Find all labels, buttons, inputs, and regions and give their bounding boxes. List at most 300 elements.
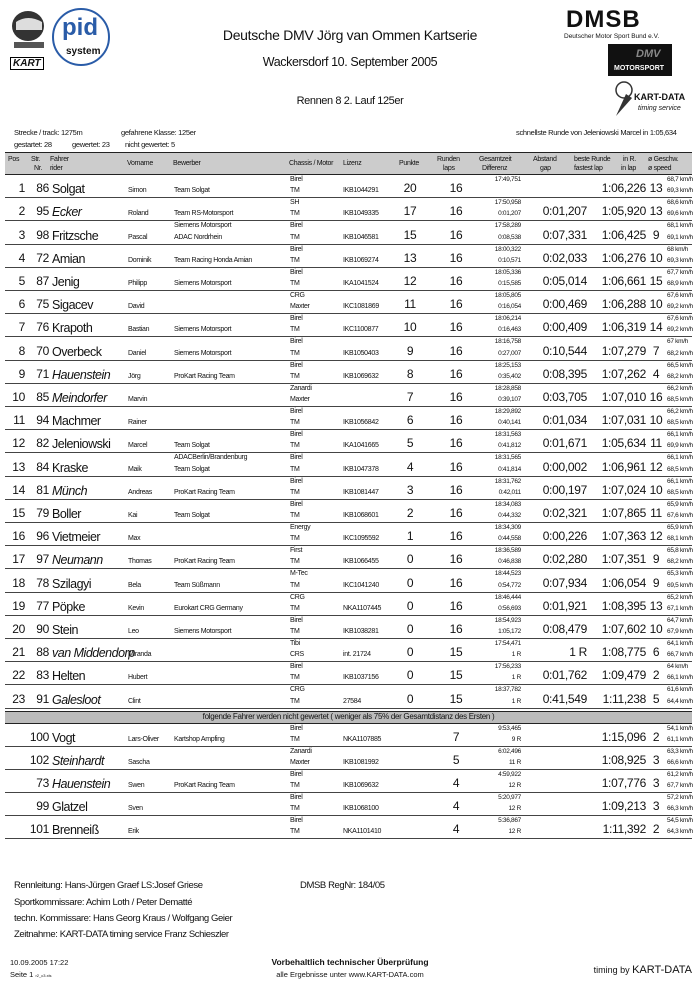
laps: 16 xyxy=(449,320,463,335)
total-time: 18:25,153 xyxy=(494,361,521,369)
not-classified-note: folgende Fahrer werden nicht gewertet ( weniger als 75% der Gesamtdistanz des Ersten ) xyxy=(5,711,692,724)
table-row xyxy=(5,175,692,198)
license: 27584 xyxy=(343,697,361,705)
points: 9 xyxy=(406,343,414,358)
first-name: Bastian xyxy=(128,326,150,334)
fastest-lap-number: 15 xyxy=(649,273,663,288)
total-time: 5:36,867 xyxy=(498,817,521,824)
position: 5 xyxy=(18,273,25,288)
fastest-lap-speed: 64,4 km/h xyxy=(667,697,693,705)
first-name: Dominik xyxy=(128,256,152,264)
motor: TM xyxy=(290,828,300,835)
rider-name: Krapoth xyxy=(52,321,93,336)
average-speed: 65,9 km/h xyxy=(667,500,693,508)
fastest-lap: 1:07,865 xyxy=(601,505,646,520)
col-chassis: Chassis / Motor xyxy=(289,160,334,167)
fastest-lap-number: 5 xyxy=(652,691,660,706)
total-time: 18:36,589 xyxy=(494,547,521,555)
points: 4 xyxy=(406,459,414,474)
fastest-lap-number: 14 xyxy=(649,320,663,335)
difference: 1 R xyxy=(511,674,521,682)
chassis: Birel xyxy=(290,268,303,276)
gap: 0:08,395 xyxy=(542,366,587,381)
fastest-lap-number: 2 xyxy=(652,668,660,683)
timing-by-label: timing by xyxy=(593,965,633,975)
total-time: 18:00,322 xyxy=(494,245,521,253)
table-row xyxy=(5,523,692,546)
fastest-lap: 1:06,661 xyxy=(601,273,646,288)
fastest-lap: 1:05,920 xyxy=(601,204,646,219)
motor: TM xyxy=(290,233,300,241)
motor: TM xyxy=(290,535,300,543)
fastest-lap-speed: 69,9 km/h xyxy=(667,442,693,450)
position: 18 xyxy=(12,575,25,590)
difference: 0:01,207 xyxy=(498,210,521,218)
points: 5 xyxy=(406,436,414,451)
first-name: Clint xyxy=(128,697,141,705)
license: IKC1041240 xyxy=(343,581,379,589)
fastest-lap-speed: 69,2 km/h xyxy=(667,303,693,311)
timekeeping: Zeitnahme: KART-DATA timing service Franz Schieszler xyxy=(14,929,229,940)
first-name: Lars-Oliver xyxy=(128,736,159,743)
position: 12 xyxy=(12,436,25,451)
laps: 15 xyxy=(449,691,463,706)
col-first-name: Vorname xyxy=(127,160,153,167)
chassis: Birel xyxy=(290,794,303,801)
fastest-lap-speed: 68,5 km/h xyxy=(667,395,693,403)
average-speed: 64 km/h xyxy=(667,663,689,671)
laps: 16 xyxy=(449,181,463,196)
col-best: beste Runde xyxy=(574,156,611,163)
license: IKB1081447 xyxy=(343,488,379,496)
laps: 16 xyxy=(449,204,463,219)
points: 20 xyxy=(403,181,417,196)
chassis: Birel xyxy=(290,771,303,778)
rider-name: Brenneiß xyxy=(52,823,99,837)
laps: 4 xyxy=(452,799,460,813)
difference: 0:35,402 xyxy=(498,372,521,380)
average-speed: 68,7 km/h xyxy=(667,176,693,183)
motor: TM xyxy=(290,697,300,705)
fastest-lap: 1:07,279 xyxy=(601,343,646,358)
timing-brand: KART-DATA xyxy=(632,964,692,976)
team-line-2: Siemens Motorsport xyxy=(174,279,232,287)
col-gap: Abstand xyxy=(533,156,557,163)
chassis: Zanardi xyxy=(290,384,312,392)
position: 16 xyxy=(12,529,25,544)
logo-text-motorsport: MOTORSPORT xyxy=(614,65,665,72)
gap: 0:01,762 xyxy=(542,668,587,683)
rider-name: van Middendorp xyxy=(52,646,135,661)
team-line-2: Team Solgat xyxy=(174,442,210,450)
chassis: CRG xyxy=(290,593,305,601)
total-time: 6:02,496 xyxy=(498,748,521,755)
col-gap-2: gap xyxy=(540,165,551,172)
license: IKB1050403 xyxy=(343,349,379,357)
fastest-lap-number: 11 xyxy=(650,505,662,520)
rider-name: Jeleniowski xyxy=(52,437,111,452)
license: IKC1095592 xyxy=(343,535,379,543)
first-name: Marvin xyxy=(128,395,148,403)
motor: TM xyxy=(290,279,300,287)
table-row xyxy=(5,361,692,384)
license: IKB1046581 xyxy=(343,233,379,241)
start-number: 73 xyxy=(36,776,49,790)
laps: 16 xyxy=(449,343,463,358)
team-line-2: ProKart Racing Team xyxy=(174,558,235,566)
first-name: Andreas xyxy=(128,488,152,496)
laps: 16 xyxy=(449,552,463,567)
difference: 1:05,172 xyxy=(498,627,521,635)
col-total-2: Differenz xyxy=(482,165,508,172)
total-time: 18:29,892 xyxy=(494,408,521,415)
gap: 0:41,549 xyxy=(542,691,587,706)
motor: CRS xyxy=(290,651,304,659)
technical-stewards: techn. Kommissare: Hans Georg Kraus / Wolfgang Geier xyxy=(14,913,233,924)
first-name: Philipp xyxy=(128,279,147,287)
license: NKA1101410 xyxy=(343,828,382,835)
rider-name: Amian xyxy=(52,251,85,266)
col-points: Punkte xyxy=(399,160,419,167)
chassis: Birel xyxy=(290,616,303,624)
first-name: Thomas xyxy=(128,558,152,566)
team-line-1: Siemens Motorsport xyxy=(174,222,232,230)
gap: 0:00,197 xyxy=(542,482,587,497)
logo-text-kart: KART xyxy=(10,57,44,70)
laps: 7 xyxy=(452,730,460,744)
fastest-lap-number: 4 xyxy=(652,366,660,381)
laps: 16 xyxy=(449,436,463,451)
fastest-lap-number: 9 xyxy=(652,552,660,567)
total-time: 5:20,977 xyxy=(498,794,521,801)
event-date: Wackersdorf 10. September 2005 xyxy=(262,55,438,69)
license: IKB1047378 xyxy=(343,465,379,473)
position: 22 xyxy=(12,668,25,683)
team-line-2: Team Süßmann xyxy=(174,581,220,589)
fastest-lap-speed: 69,5 km/h xyxy=(667,581,693,589)
laps: 16 xyxy=(449,366,463,381)
fastest-lap-speed: 66,6 km/h xyxy=(667,759,693,766)
points: 1 xyxy=(406,529,414,544)
rider-name: Neumann xyxy=(52,553,103,568)
stewards: Sportkommissare: Achim Loth / Peter Dematté xyxy=(14,897,193,908)
license: IKB1068601 xyxy=(343,511,379,519)
first-name: Maik xyxy=(128,465,142,473)
first-name: Daniel xyxy=(128,349,147,357)
average-speed: 64,7 km/h xyxy=(667,616,693,624)
gap: 0:01,207 xyxy=(542,204,587,219)
start-number: 87 xyxy=(36,273,49,288)
difference: 0:54,772 xyxy=(498,581,521,589)
license: NKA1107885 xyxy=(343,736,382,743)
fastest-lap-speed: 68,5 km/h xyxy=(667,419,693,427)
motor: Maxter xyxy=(290,303,310,311)
first-name: Kevin xyxy=(128,604,145,612)
points: 7 xyxy=(406,389,414,404)
license: IKB1069274 xyxy=(343,256,379,264)
total-time: 18:34,083 xyxy=(494,500,521,508)
first-name: Rainer xyxy=(128,419,147,427)
start-number: 76 xyxy=(36,320,49,335)
start-number: 75 xyxy=(36,297,49,312)
gap: 0:02,033 xyxy=(542,250,587,265)
points: 15 xyxy=(403,227,417,242)
difference: 0:56,693 xyxy=(498,604,521,612)
print-datetime: 10.09.2005 17:22 xyxy=(10,958,69,967)
team-line-2: Team Solgat xyxy=(174,187,210,195)
chassis: Birel xyxy=(290,338,303,346)
table-row xyxy=(5,337,692,360)
fastest-lap-number: 16 xyxy=(649,389,663,404)
chassis: M-Tec xyxy=(290,570,308,578)
total-time: 17:56,233 xyxy=(494,663,521,671)
total-time: 17:58,289 xyxy=(494,222,521,230)
first-name: Jörg xyxy=(128,372,141,380)
fastest-lap-number: 7 xyxy=(652,343,660,358)
chassis: Birel xyxy=(290,817,303,824)
col-team: Bewerber xyxy=(173,160,201,167)
fastest-lap-speed: 69,6 km/h xyxy=(667,210,693,218)
rider-name: Vietmeier xyxy=(52,530,101,545)
fastest-lap: 1:07,602 xyxy=(601,621,646,636)
col-pos: Pos xyxy=(8,156,20,163)
table-row xyxy=(5,407,692,430)
gap: 0:10,544 xyxy=(542,343,587,358)
difference: 12 R xyxy=(508,782,521,789)
fastest-lap-speed: 68,5 km/h xyxy=(667,488,693,496)
total-time: 18:54,923 xyxy=(494,616,521,624)
fastest-lap: 1:07,351 xyxy=(601,552,646,567)
table-row xyxy=(5,291,692,314)
position: 3 xyxy=(18,227,25,242)
dmsb-logo-subtitle: Deutscher Motor Sport Bund e.V. xyxy=(564,33,660,40)
fastest-lap-number: 9 xyxy=(652,227,660,242)
start-number: 86 xyxy=(36,181,49,196)
table-row xyxy=(5,639,692,662)
table-row xyxy=(5,593,692,616)
page-label: Seite 1 xyxy=(10,970,34,979)
license: IKB1049335 xyxy=(343,210,379,218)
fastest-lap-speed: 68,2 km/h xyxy=(667,349,693,357)
fastest-lap: 1:15,096 xyxy=(601,730,646,744)
fastest-lap-number: 10 xyxy=(649,482,663,497)
fastest-lap-speed: 69,1 km/h xyxy=(667,233,693,241)
first-name: Marcel xyxy=(128,442,148,450)
position: 23 xyxy=(12,691,25,706)
fastest-lap-speed: 66,7 km/h xyxy=(667,651,693,659)
motor: TM xyxy=(290,349,300,357)
fastest-lap-speed: 68,2 km/h xyxy=(667,372,693,380)
col-speed: ø Geschw. xyxy=(648,156,679,163)
col-license: Lizenz xyxy=(343,160,362,167)
laps: 16 xyxy=(449,505,463,520)
team-line-2: Team Racing Honda Amian xyxy=(174,256,252,264)
fastest-lap-speed: 61,1 km/h xyxy=(667,736,693,743)
fastest-lap: 1:08,775 xyxy=(601,645,646,660)
difference: 0:41,814 xyxy=(498,465,521,473)
gap: 0:00,002 xyxy=(542,459,587,474)
logo-text-system: system xyxy=(66,46,101,57)
start-number: 102 xyxy=(29,753,49,767)
race-class: gefahrene Klasse: 125er xyxy=(121,128,196,137)
rider-name: Kraske xyxy=(52,460,88,475)
license: NKA1107445 xyxy=(343,604,382,612)
average-speed: 65,3 km/h xyxy=(667,570,693,578)
laps: 4 xyxy=(452,776,460,790)
total-time: 18:31,762 xyxy=(494,477,521,485)
rider-name: Sigacev xyxy=(52,298,93,313)
table-row xyxy=(5,384,692,407)
total-time: 18:46,444 xyxy=(494,593,521,601)
difference: 1 R xyxy=(511,697,521,705)
difference: 0:42,011 xyxy=(498,488,521,496)
fastest-lap-speed: 69,3 km/h xyxy=(667,256,693,264)
motor: TM xyxy=(290,465,300,473)
file-name: r2_c3.xls xyxy=(35,973,52,978)
start-number: 77 xyxy=(36,598,49,613)
start-number: 101 xyxy=(29,822,49,836)
team-line-2: Siemens Motorsport xyxy=(174,326,232,334)
laps: 16 xyxy=(449,413,463,428)
points: 17 xyxy=(403,204,417,219)
start-number: 97 xyxy=(36,552,49,567)
difference: 11 R xyxy=(508,759,521,766)
fastest-lap-number: 10 xyxy=(649,250,663,265)
fastest-lap: 1:11,238 xyxy=(602,691,646,706)
start-number: 88 xyxy=(36,645,49,660)
rider-name: Pöpke xyxy=(52,599,85,614)
position: 9 xyxy=(18,366,25,381)
table-row xyxy=(5,724,692,747)
average-speed: 61,2 km/h xyxy=(667,771,693,778)
license: IKB1037156 xyxy=(343,674,379,682)
start-number: 98 xyxy=(36,227,49,242)
position: 17 xyxy=(12,552,25,567)
license: IKB1081992 xyxy=(343,759,379,766)
average-speed: 68,1 km/h xyxy=(667,222,693,230)
license: IKB1056842 xyxy=(343,419,379,427)
total-time: 18:37,782 xyxy=(494,686,521,694)
results-url: alle Ergebnisse unter www.KART-DATA.com xyxy=(276,970,424,979)
average-speed: 54,1 km/h xyxy=(667,725,693,732)
total-time: 17:49,751 xyxy=(494,176,521,183)
fastest-lap: 1:07,010 xyxy=(601,389,646,404)
average-speed: 65,2 km/h xyxy=(667,593,693,601)
difference: 0:39,107 xyxy=(498,395,521,403)
position: 4 xyxy=(18,250,25,265)
difference: 1 R xyxy=(511,651,521,659)
fastest-lap-number: 10 xyxy=(649,621,663,636)
laps: 16 xyxy=(449,297,463,312)
average-speed: 68 km/h xyxy=(667,245,689,253)
chassis: Tibi xyxy=(290,640,300,647)
table-row xyxy=(5,500,692,523)
average-speed: 67,7 km/h xyxy=(667,268,693,276)
logo-text-timing: timing service xyxy=(638,105,681,112)
fastest-lap: 1:09,479 xyxy=(601,668,646,683)
position: 21 xyxy=(12,645,25,660)
chassis: Birel xyxy=(290,315,303,323)
total-time: 18:31,565 xyxy=(494,454,521,462)
total-time: 18:28,858 xyxy=(494,384,521,392)
points: 0 xyxy=(406,645,414,660)
position: 14 xyxy=(12,482,25,497)
average-speed: 63,3 km/h xyxy=(667,748,693,755)
fastest-lap: 1:07,776 xyxy=(601,776,646,790)
position: 10 xyxy=(12,389,25,404)
average-speed: 67,6 km/h xyxy=(667,292,693,299)
average-speed: 66,2 km/h xyxy=(667,408,693,415)
difference: 0:27,007 xyxy=(498,349,521,357)
difference: 0:15,585 xyxy=(498,279,521,287)
table-row xyxy=(5,198,692,221)
fastest-lap-speed: 66,1 km/h xyxy=(667,674,693,682)
motor: TM xyxy=(290,558,300,566)
first-name: Simon xyxy=(128,187,147,195)
fastest-lap: 1:06,226 xyxy=(601,181,646,196)
points: 8 xyxy=(406,366,414,381)
start-number: 70 xyxy=(36,343,49,358)
laps: 15 xyxy=(449,645,463,660)
motor: TM xyxy=(290,187,300,195)
table-row xyxy=(5,314,692,337)
first-name: Bela xyxy=(128,581,141,589)
col-inlap-2: in lap xyxy=(621,165,636,172)
gap: 0:01,921 xyxy=(542,598,587,613)
laps: 16 xyxy=(449,250,463,265)
fastest-lap-number: 9 xyxy=(652,575,660,590)
team-line-2: ProKart Racing Team xyxy=(174,782,235,789)
difference: 0:44,558 xyxy=(498,535,521,543)
provisional-notice: Vorbehaltlich technischer Überprüfung xyxy=(271,957,429,967)
col-nr-2: Nr. xyxy=(34,165,43,172)
fastest-lap: 1:06,319 xyxy=(601,320,646,335)
start-number: 95 xyxy=(36,204,49,219)
laps: 15 xyxy=(449,668,463,683)
team-line-2: Siemens Motorsport xyxy=(174,627,232,635)
gap: 0:02,321 xyxy=(542,505,587,520)
points: 0 xyxy=(406,552,414,567)
fastest-lap-number: 10 xyxy=(649,413,663,428)
difference: 12 R xyxy=(508,805,521,812)
rider-name: Boller xyxy=(52,506,81,521)
team-line-1: ADACBerlin/Brandenburg xyxy=(174,454,248,462)
start-number: 72 xyxy=(36,250,49,265)
average-speed: 67 km/h xyxy=(667,338,689,346)
difference: 0:16,463 xyxy=(498,326,521,334)
fastest-lap-speed: 67,1 km/h xyxy=(667,604,693,612)
laps: 16 xyxy=(449,227,463,242)
position: 6 xyxy=(18,297,25,312)
fastest-lap-number: 13 xyxy=(649,204,663,219)
points: 11 xyxy=(404,297,416,312)
motor: TM xyxy=(290,627,300,635)
difference: 0:16,054 xyxy=(498,303,521,311)
start-number: 84 xyxy=(36,459,49,474)
rider-name: Szilagyi xyxy=(52,576,92,591)
average-speed: 66,1 km/h xyxy=(667,431,693,439)
license: IKB1038281 xyxy=(343,627,379,635)
points: 10 xyxy=(403,320,417,335)
average-speed: 67,6 km/h xyxy=(667,315,693,323)
gap: 0:08,479 xyxy=(542,621,587,636)
table-row xyxy=(5,747,692,770)
table-row xyxy=(5,569,692,592)
chassis: First xyxy=(290,547,303,555)
difference: 0:08,538 xyxy=(498,233,521,241)
team-line-2: Team Solgat xyxy=(174,465,210,473)
motor: Maxter xyxy=(290,759,310,766)
